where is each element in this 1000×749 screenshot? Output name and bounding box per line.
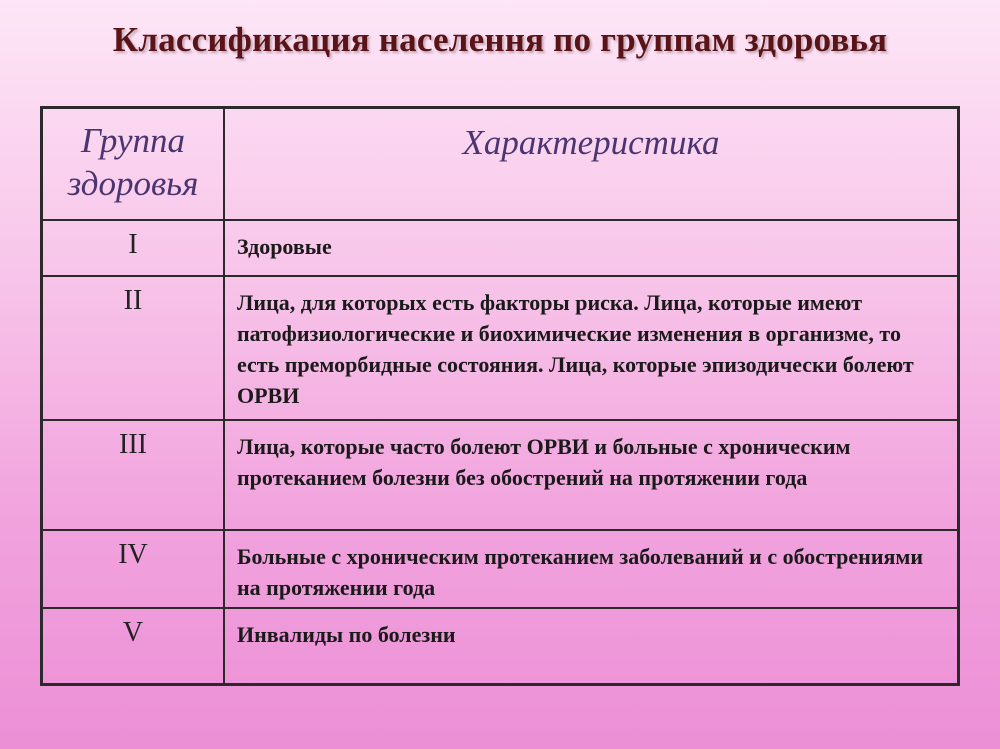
group-number: IV (42, 530, 225, 608)
header-group: Группа здоровья (42, 108, 225, 221)
table-row (42, 420, 959, 530)
group-description: Здоровые (224, 220, 959, 276)
table-header-row (42, 108, 959, 221)
group-number: II (42, 276, 225, 420)
table-row (42, 530, 959, 608)
group-description: Больные с хроническим протеканием заболеваний и с обострениями на протяжении года (224, 530, 959, 608)
header-characteristic: Характеристика (224, 108, 959, 221)
health-groups-table (40, 106, 960, 686)
group-description: Инвалиды по болезни (224, 608, 959, 684)
table-row (42, 276, 959, 420)
group-number: III (42, 420, 225, 530)
group-number: V (42, 608, 225, 684)
table-row (42, 220, 959, 276)
group-description: Лица, которые часто болеют ОРВИ и больные с хроническим протеканием болезни без обострений на протяжении года (224, 420, 959, 530)
table-row (42, 608, 959, 684)
group-description: Лица, для которых есть факторы риска. Лица, которые имеют патофизиологические и биохимические изменения в организме, то есть преморбидные состояния. Лица, которые эпизодически болеют ОРВИ (224, 276, 959, 420)
slide-title: Классификация населення по группам здоровья (112, 20, 888, 59)
group-number: I (42, 220, 225, 276)
